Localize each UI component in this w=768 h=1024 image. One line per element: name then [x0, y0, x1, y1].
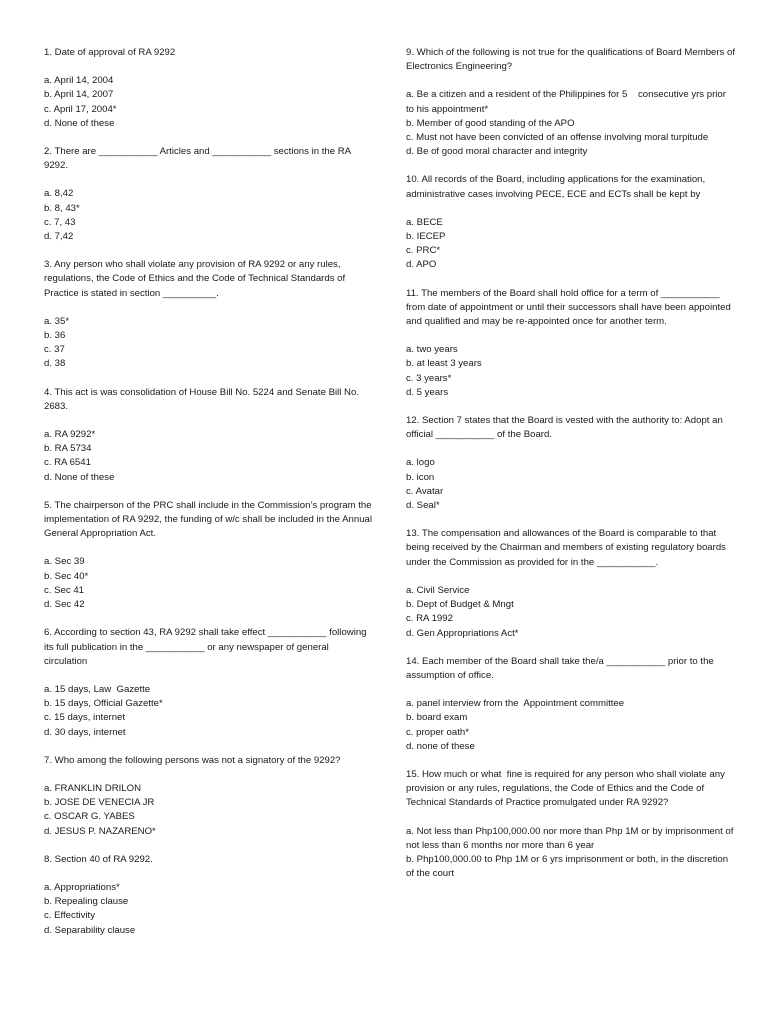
answer-option: b. 8, 43* — [44, 202, 80, 214]
answer-option: c. 7, 43 — [44, 216, 76, 228]
answer-option: a. panel interview from the Appointment committee — [406, 698, 625, 710]
question-block — [44, 499, 375, 612]
answer-option: b. board exam — [406, 712, 468, 724]
answer-option: b. Sec 40* — [44, 570, 89, 582]
question-block — [406, 527, 736, 640]
answer-option: c. 15 days, internet — [44, 712, 126, 724]
answer-option: a. 35* — [44, 315, 70, 327]
answer-option: b. IECEP — [406, 231, 446, 243]
answer-option: a. logo — [406, 457, 435, 469]
answer-option: d. JESUS P. NAZARENO* — [44, 825, 156, 837]
answer-option: c. Sec 41 — [44, 584, 84, 596]
answer-option: c. Avatar — [406, 485, 444, 497]
question-stem: 12. Section 7 states that the Board is vested with the authority to: Adopt an official ___________ of the Board. — [406, 415, 726, 441]
answer-option: a. Civil Service — [406, 584, 470, 596]
question-stem: 5. The chairperson of the PRC shall include in the Commission’s program the implementation of RA 9292, the funding of w/c shall be included in the Annual General Appropriation Act. — [44, 499, 375, 540]
answer-option: c. proper oath* — [406, 726, 469, 738]
answer-option: b. Member of good standing of the APO — [406, 117, 575, 129]
answer-option: a. Be a citizen and a resident of the Philippines for 5 consecutive yrs prior to his appointment* — [406, 89, 729, 115]
answer-option: b. Repealing clause — [44, 896, 129, 908]
answer-option: a. Appropriations* — [44, 881, 120, 893]
answer-option: b. Dept of Budget & Mngt — [406, 599, 514, 611]
answer-option: a. 8,42 — [44, 188, 74, 200]
answer-option: d. 5 years — [406, 386, 449, 398]
answer-option: d. 7,42 — [44, 231, 74, 243]
answer-option: a. April 14, 2004 — [44, 75, 114, 87]
left-column — [44, 46, 375, 952]
answer-option: c. PRC* — [406, 245, 441, 257]
answer-option: d. 30 days, internet — [44, 726, 126, 738]
answer-option: d. APO — [406, 259, 437, 271]
answer-option: a. 15 days, Law Gazette — [44, 683, 151, 695]
right-column — [406, 46, 736, 895]
answer-option: a. Sec 39 — [44, 556, 85, 568]
answer-option: c. OSCAR G. YABES — [44, 811, 135, 823]
answer-option: a. Not less than Php100,000.00 nor more than Php 1M or by imprisonment of not less than 6 months nor more than 6 year — [406, 825, 737, 851]
answer-option: c. 37 — [44, 344, 65, 356]
question-block — [44, 258, 372, 371]
question-stem: 14. Each member of the Board shall take the/a ___________ prior to the assumption of office. — [406, 655, 717, 681]
question-block — [406, 173, 736, 272]
answer-option: d. Gen Appropriations Act* — [406, 627, 519, 639]
question-block — [406, 414, 736, 513]
answer-option: d. Separability clause — [44, 924, 136, 936]
question-block — [44, 145, 372, 244]
answer-option: a. two years — [406, 344, 458, 356]
question-stem: 15. How much or what fine is required for any person who shall violate any provision or any rules, regulations, the Code of Ethics and the Code of Technical Standards of Practice promulgated under RA 9292? — [406, 768, 728, 809]
answer-option: c. Effectivity — [44, 910, 96, 922]
answer-option: b. April 14, 2007 — [44, 89, 114, 101]
question-block — [44, 46, 372, 131]
answer-option: d. none of these — [406, 740, 475, 752]
question-stem: 9. Which of the following is not true for the qualifications of Board Members of Electronics Engineering? — [406, 47, 738, 73]
question-stem: 6. According to section 43, RA 9292 shall take effect ___________ following its full publication in the ___________ or any newspaper of general circulation — [44, 627, 370, 667]
question-block — [44, 754, 372, 839]
answer-option: d. None of these — [44, 471, 115, 483]
answer-option: a. RA 9292* — [44, 429, 96, 441]
answer-option: c. RA 1992 — [406, 613, 453, 625]
answer-option: d. Sec 42 — [44, 599, 85, 611]
question-stem: 2. There are ___________ Articles and ___________ sections in the RA 9292. — [44, 146, 354, 172]
answer-option: d. Be of good moral character and integrity — [406, 146, 588, 158]
question-stem: 3. Any person who shall violate any provision of RA 9292 or any rules, regulations, the Code of Ethics and the Code of Technical Standards of Practice is stated in section __________. — [44, 259, 348, 299]
answer-option: d. None of these — [44, 117, 115, 129]
question-stem: 1. Date of approval of RA 9292 — [44, 47, 176, 58]
question-block — [44, 386, 372, 485]
answer-option: a. FRANKLIN DRILON — [44, 782, 142, 794]
question-stem: 8. Section 40 of RA 9292. — [44, 853, 153, 865]
answer-option: c. 3 years* — [406, 372, 452, 384]
question-stem: 10. All records of the Board, including applications for the examination, administrative cases involving PECE, ECE and ECTs shall be kept by — [406, 174, 708, 200]
answer-option: d. Seal* — [406, 500, 440, 512]
answer-option: b. at least 3 years — [406, 358, 482, 370]
answer-option: c. Must not have been convicted of an offense involving moral turpitude — [406, 132, 709, 144]
question-block — [406, 768, 736, 881]
answer-option: c. RA 6541 — [44, 457, 91, 469]
answer-option: c. April 17, 2004* — [44, 103, 117, 115]
question-block — [406, 655, 736, 754]
question-block — [406, 46, 736, 159]
question-stem: 4. This act is was consolidation of House Bill No. 5224 and Senate Bill No. 2683. — [44, 386, 362, 412]
question-block — [44, 853, 372, 938]
question-stem: 13. The compensation and allowances of the Board is comparable to that being received by the Chairman and members of existing regulatory boards under the Commission as provided for in the ___________. — [406, 528, 729, 568]
answer-option: d. 38 — [44, 358, 66, 370]
answer-option: b. 15 days, Official Gazette* — [44, 698, 163, 710]
answer-option: b. JOSE DE VENECIA JR — [44, 797, 155, 809]
question-stem: 11. The members of the Board shall hold office for a term of ___________ from date of appointment or until their successors shall have been appointed and qualified and may be re-appointed once for another term. — [406, 287, 734, 328]
question-block — [44, 626, 372, 739]
answer-option: b. RA 5734 — [44, 443, 92, 455]
answer-option: a. BECE — [406, 216, 443, 228]
question-block — [406, 287, 736, 400]
answer-option: b. icon — [406, 471, 435, 483]
question-stem: 7. Who among the following persons was not a signatory of the 9292? — [44, 754, 341, 766]
answer-option: b. 36 — [44, 330, 66, 342]
answer-option: b. Php100,000.00 to Php 1M or 6 yrs imprisonment or both, in the discretion of the court — [406, 853, 731, 880]
